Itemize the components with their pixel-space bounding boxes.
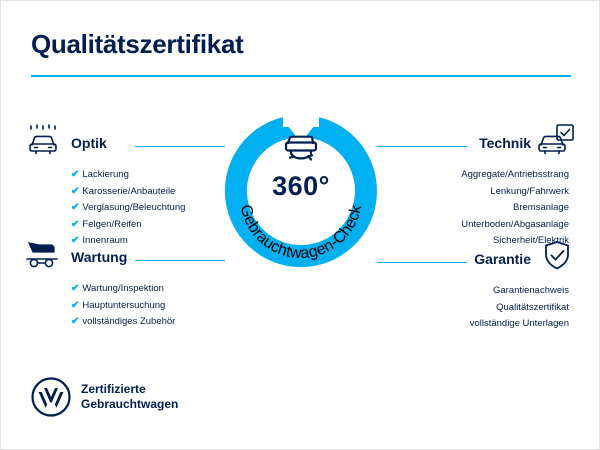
check-icon: ✔: [71, 316, 80, 327]
section-wartung-header: [25, 249, 225, 271]
section-wartung: [25, 249, 225, 347]
check-icon: ✔: [71, 218, 80, 230]
list-item: [377, 200, 577, 217]
list-item: [25, 281, 225, 298]
section-garantie: [377, 251, 577, 349]
section-technik-title: Technik: [479, 135, 531, 151]
check-icon: ✔: [71, 235, 80, 246]
footer: [31, 377, 178, 417]
check-icon: ✔: [71, 283, 80, 294]
list-item-label: vollständiges Zubehör: [82, 316, 176, 327]
list-item-label: Innenraum: [82, 235, 128, 246]
list-item-label: Lenkung/Fahrwerk: [490, 185, 569, 197]
badge-degrees: 360°: [272, 171, 330, 201]
list-item-label: Lackierung: [82, 169, 129, 180]
list-item-label: Wartung/Inspektion: [82, 283, 164, 294]
list-item: [377, 167, 577, 184]
section-garantie-title: Garantie: [474, 251, 531, 267]
list-item: [25, 233, 225, 250]
section-wartung-list: [25, 281, 225, 331]
section-technik-header: [377, 135, 577, 157]
list-item-label: Hauptuntersuchung: [82, 299, 166, 311]
list-item-label: Garantienachweis: [492, 285, 569, 296]
list-item: [25, 167, 225, 184]
check-icon: ✔: [71, 202, 80, 213]
list-item: [377, 233, 577, 250]
footer-line-2: Gebrauchtwagen: [81, 397, 179, 411]
page-title: Qualitätszertifikat: [31, 29, 244, 59]
list-item: [377, 217, 577, 234]
vw-logo-icon: [31, 377, 71, 417]
footer-text: [81, 382, 178, 412]
section-technik-rule: [377, 146, 467, 147]
list-item: [25, 200, 225, 217]
list-item: [377, 184, 577, 201]
section-optik: [25, 135, 225, 266]
list-item-label: Unterboden/Abgasanlage: [461, 218, 569, 230]
section-wartung-rule: [135, 260, 225, 261]
list-item: [25, 314, 225, 331]
gebrauchtwagen-check-badge: [223, 113, 379, 269]
section-wartung-title: Wartung: [71, 249, 128, 265]
section-garantie-rule: [377, 262, 467, 263]
list-item: [377, 300, 577, 317]
list-item-label: Qualitätszertifikat: [496, 301, 569, 313]
section-garantie-header: [377, 251, 577, 273]
section-technik-list: [377, 167, 577, 250]
list-item-label: Verglasung/Beleuchtung: [82, 202, 186, 213]
list-item: [377, 283, 577, 300]
section-optik-title: Optik: [71, 135, 107, 151]
section-optik-header: [25, 135, 225, 157]
list-item: [377, 316, 577, 333]
list-item-label: Felgen/Reifen: [82, 218, 142, 230]
list-item-label: Aggregate/Antriebsstrang: [461, 169, 569, 180]
title-divider: [31, 75, 571, 77]
list-item-label: Bremsanlage: [513, 202, 569, 213]
badge-curved-label: Gebrauchtwagen-Check: [236, 203, 366, 263]
list-item: [25, 298, 225, 315]
footer-line-1: Zertifizierte: [81, 382, 146, 396]
section-optik-rule: [135, 146, 225, 147]
section-garantie-list: [377, 283, 577, 333]
list-item-label: vollständige Unterlagen: [469, 318, 569, 329]
check-icon: ✔: [71, 299, 80, 311]
list-item-label: Sicherheit/Elektrik: [492, 235, 569, 246]
check-icon: ✔: [71, 185, 80, 197]
list-item: [25, 217, 225, 234]
check-icon: ✔: [71, 169, 80, 180]
section-optik-list: [25, 167, 225, 250]
section-technik: [377, 135, 577, 266]
list-item-label: Karosserie/Anbauteile: [82, 185, 176, 197]
list-item: [25, 184, 225, 201]
